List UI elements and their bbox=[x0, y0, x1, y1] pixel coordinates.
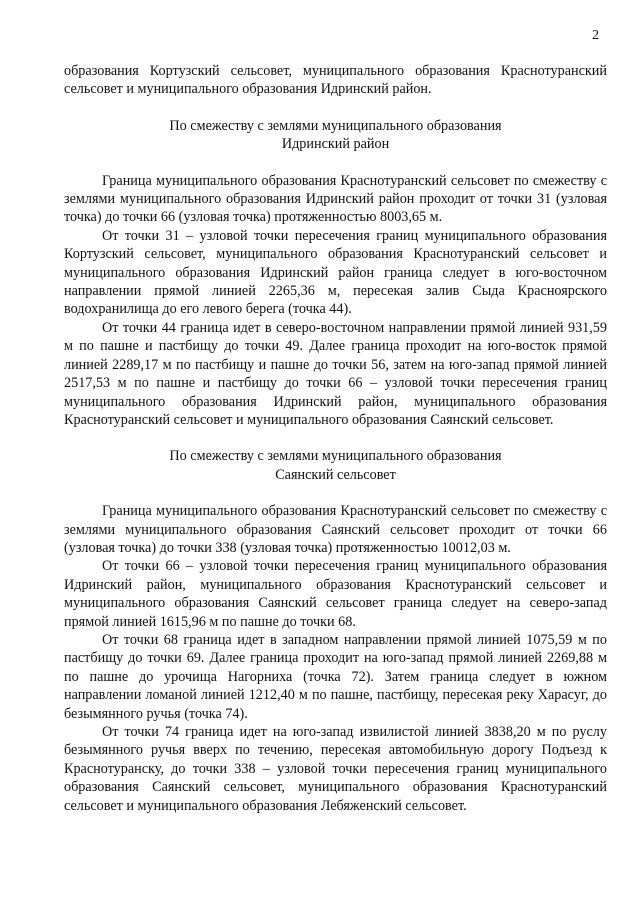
paragraph: Граница муниципального образования Краснотуранский сельсовет по смежеству с землями муниципального образования Идринский район проходит от точки 31 (узловая точка) до точки 66 (узловая точка) протяженностью 8003,65 м. bbox=[64, 172, 607, 226]
section-heading-sayansky-line1: По смежеству с землями муниципального образования bbox=[169, 448, 502, 465]
section-heading-idrinsky-line2: Идринский район bbox=[281, 136, 390, 153]
paragraph: Граница муниципального образования Краснотуранский сельсовет по смежеству с землями муниципального образования Саянский сельсовет проходит от точки 66 (узловая точка) до точки 338 (узловая точка) протяженностью 10012,03 м. bbox=[64, 503, 607, 556]
paragraph: От точки 66 – узловой точки пересечения границ муниципального образования Идринский район, муниципального образования Краснотуранский сельсовет и муниципального образования Саянский сельсовет граница следует на северо-запад прямой линией 1615,96 м по пашне до точки 68. bbox=[64, 558, 607, 630]
section-heading-idrinsky-line1: По смежеству с землями муниципального образования bbox=[169, 117, 502, 134]
page-number: 2 bbox=[592, 28, 599, 43]
paragraph: От точки 68 граница идет в западном направлении прямой линией 1075,59 м по пастбищу до точки 69. Далее граница проходит на юго-запад прямой линией 2269,88 м по пашне до урочища Нагорниха (точка 72). Затем граница следует в южном направлении ломаной линией 1212,40 м по пашне, пастбищу, пересекая реку Харасуг, до безымянного ручья (точка 74). bbox=[64, 631, 607, 722]
section-heading-sayansky-line2: Саянский сельсовет bbox=[275, 466, 396, 483]
paragraph: От точки 74 граница идет на юго-запад извилистой линией 3838,20 м по руслу безымянного ручья вверх по течению, пересекая автомобильную дорогу Подъезд к Краснотуранску, до точки 338 – узловой точки пересечения границ муниципального образования Саянский сельсовет, муниципального образования Краснотуранский сельсовет и муниципального образования Лебяженский сельсовет. bbox=[64, 724, 607, 814]
paragraph: От точки 31 – узловой точки пересечения границ муниципального образования Кортузский сельсовет, муниципального образования Краснотуранский сельсовет и муниципального образования Идринский район граница следует в юго-восточном направлении прямой линией 2265,36 м, пересекая залив Сыда Красноярского водохранилища до его левого берега (точка 44). bbox=[64, 227, 607, 318]
paragraph: От точки 44 граница идет в северо-восточном направлении прямой линией 931,59 м по пашне и пастбищу до точки 49. Далее граница проходит на юго-восток прямой линией 2289,17 м по пастбищу и пашне до точки 56, затем на юго-запад прямой линией 2517,53 м по пашне и пастбищу до точки 66 – узловой точки пересечения границ муниципального образования Идринский район, муниципального образования Краснотуранский сельсовет и муниципального образования Саянский сельсовет. bbox=[64, 319, 607, 428]
document-body bbox=[64, 62, 607, 815]
paragraph-continued: образования Кортузский сельсовет, муниципального образования Краснотуранский сельсовет и муниципального образования Идринский район. bbox=[64, 63, 607, 98]
